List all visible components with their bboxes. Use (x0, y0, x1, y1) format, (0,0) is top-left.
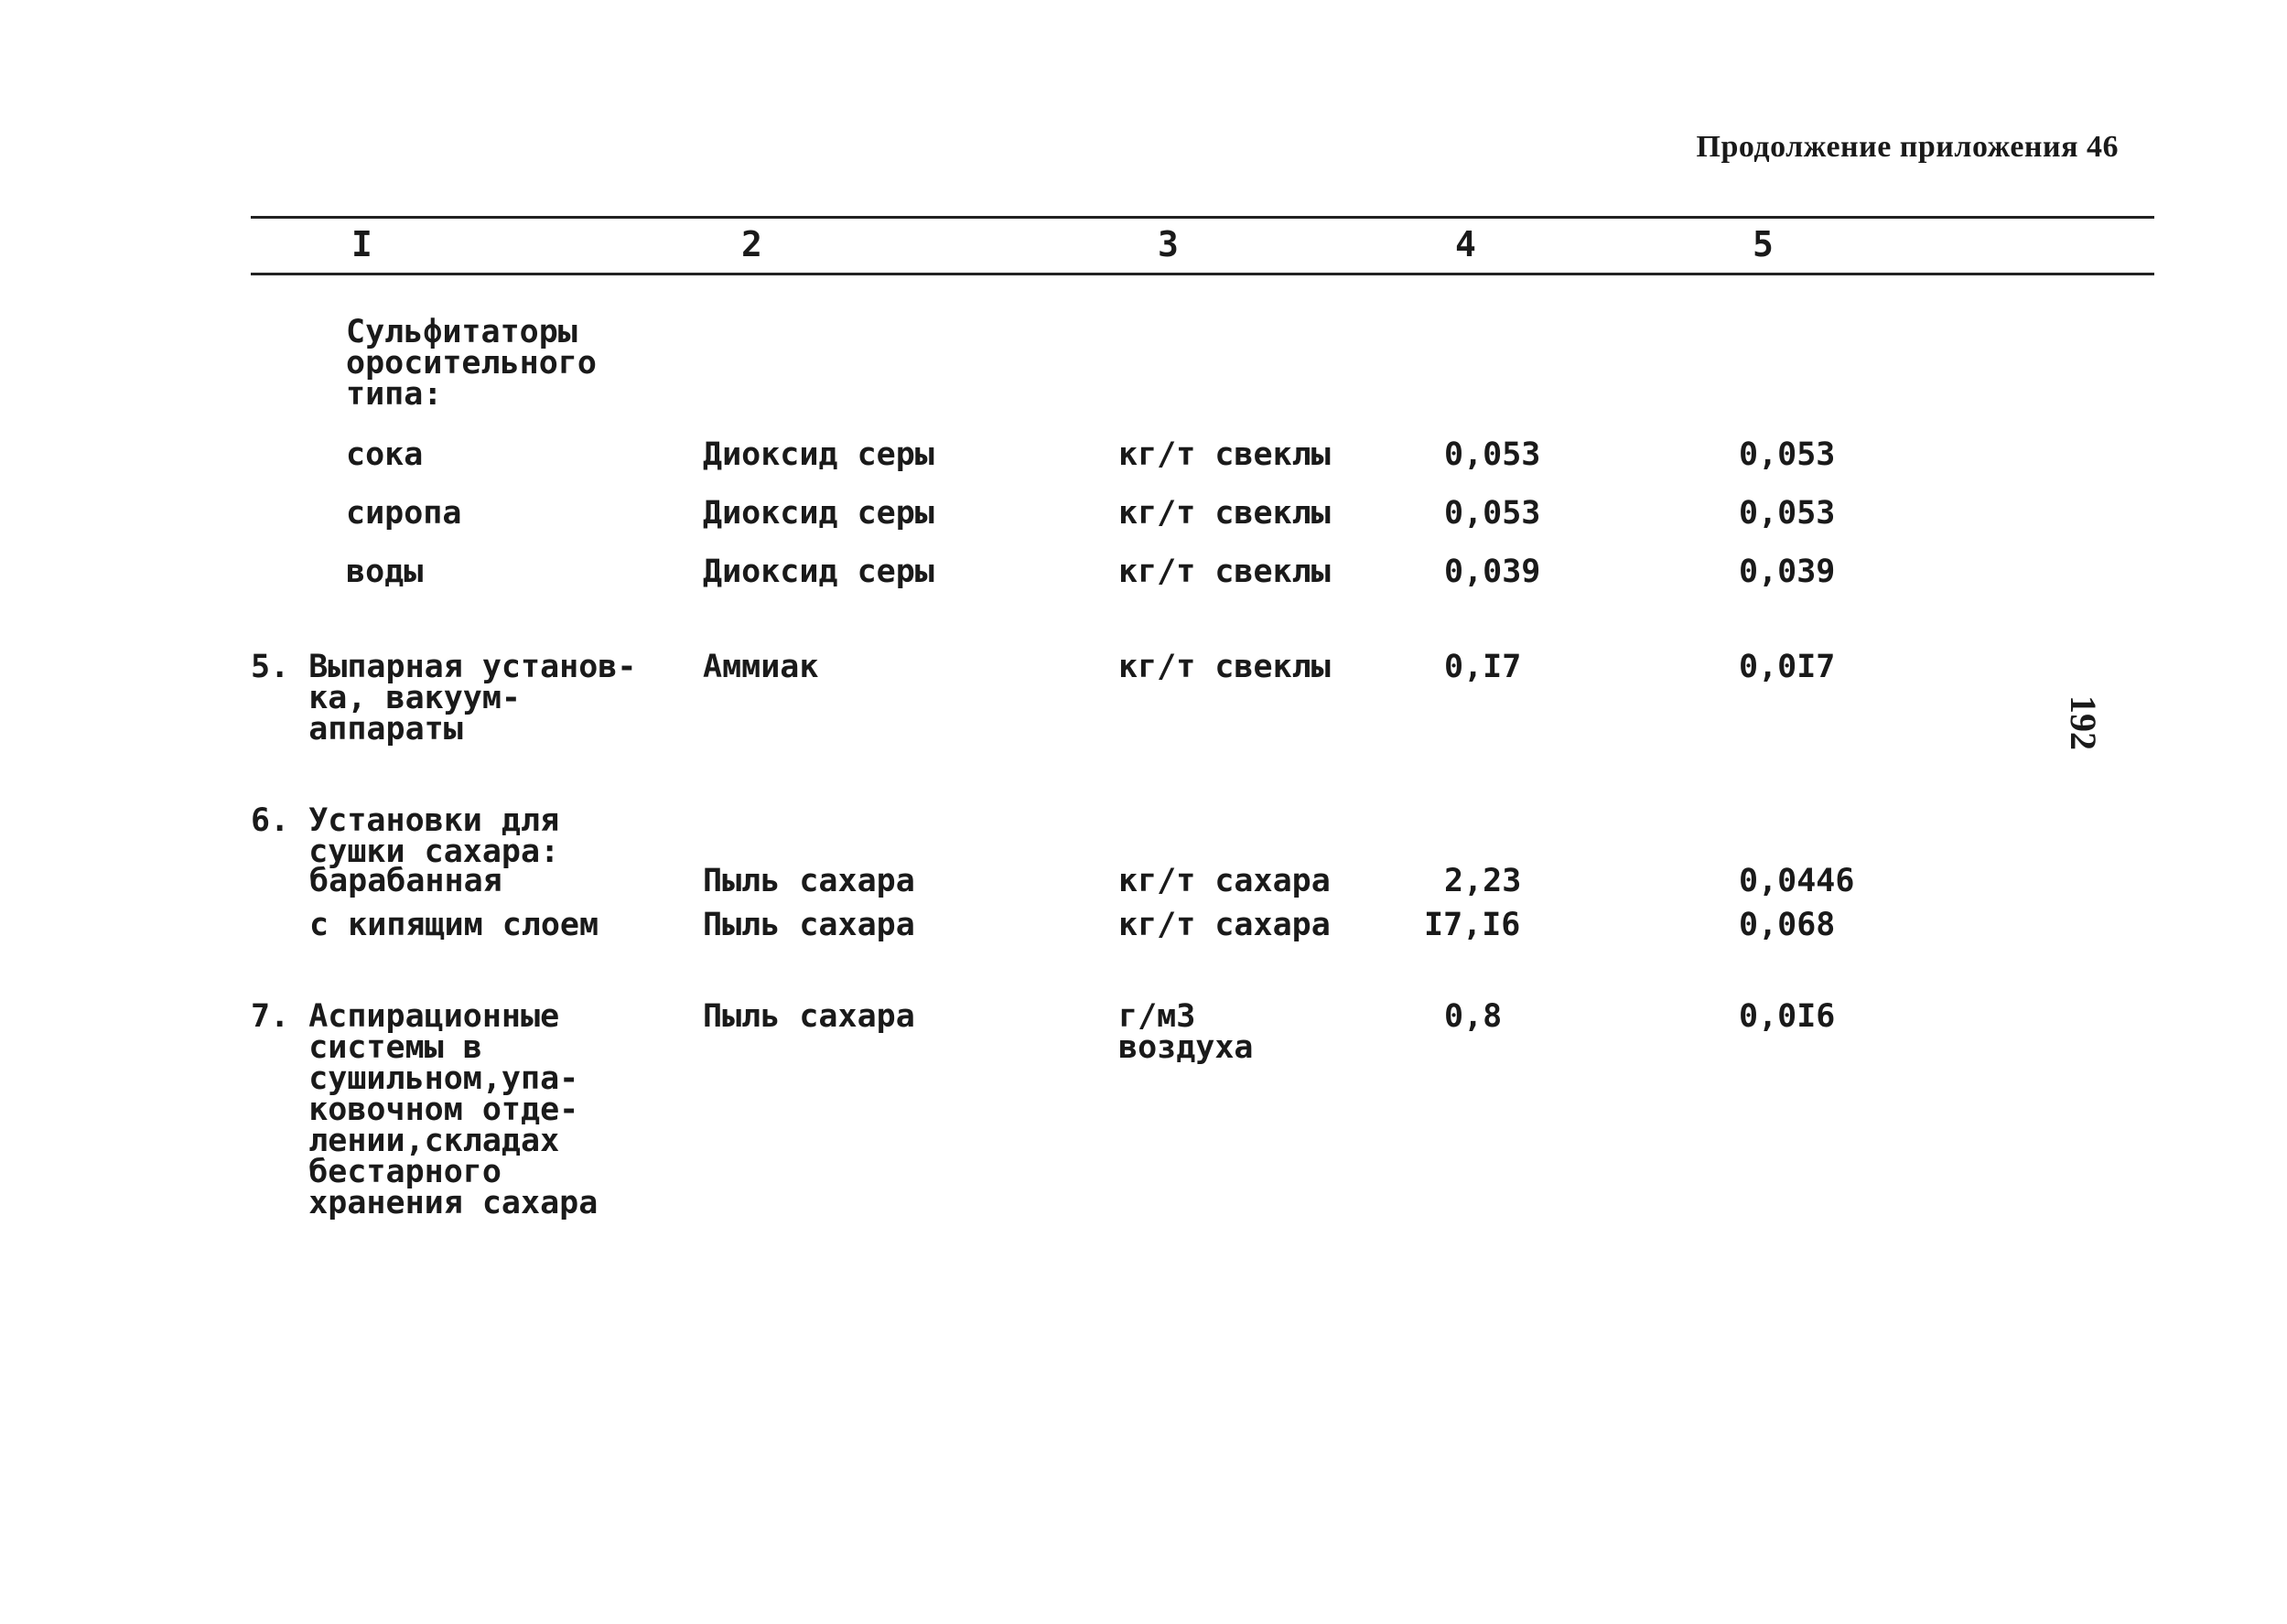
table-cell-unit: кг/т свеклы (1118, 554, 1331, 590)
table-cell-unit: кг/т свеклы (1118, 436, 1331, 473)
table-cell-value-5: 0,0I7 (1739, 649, 1836, 685)
table-cell-substance: Пыль сахара (703, 863, 915, 899)
column-header-3: 3 (1158, 224, 1179, 264)
table-cell-value-4: 0,053 (1444, 495, 1541, 532)
table-cell-value-5: 0,053 (1739, 495, 1836, 532)
table-row-label: 6. Установки для сушки сахара: (251, 802, 560, 870)
table-header-rule (251, 273, 2154, 275)
table-cell-value-5: 0,068 (1739, 907, 1836, 943)
table-cell-value-4: 0,I7 (1444, 649, 1522, 685)
table-cell-value-4: 2,23 (1444, 863, 1522, 899)
column-header-4: 4 (1455, 224, 1476, 264)
page-number: 192 (2063, 695, 2104, 750)
table-cell-value-5: 0,053 (1739, 436, 1836, 473)
table-cell-unit: кг/т сахара (1118, 863, 1331, 899)
table-cell-unit: кг/т свеклы (1118, 495, 1331, 532)
table-cell-unit: г/м3 воздуха (1118, 998, 1254, 1066)
table-cell-value-4: 0,8 (1444, 998, 1503, 1035)
table-row-label: барабанная (309, 863, 502, 899)
table-row-label: с кипящим слоем (309, 907, 599, 943)
table-cell-value-4: 0,053 (1444, 436, 1541, 473)
table-cell-value-5: 0,0I6 (1739, 998, 1836, 1035)
column-header-1: I (351, 224, 372, 264)
table-row-label: 7. Аспирационные системы в сушильном,упа- ковочном отде- лении,складах бестарного хранения сахара (251, 998, 599, 1221)
page-header: Продолжение приложения 46 (1696, 130, 2119, 164)
table-cell-unit: кг/т сахара (1118, 907, 1331, 943)
column-header-2: 2 (741, 224, 762, 264)
table-cell-substance: Диоксид серы (703, 495, 934, 532)
table-top-rule (251, 216, 2154, 219)
table-row-label: сиропа (346, 495, 462, 532)
table-cell-value-5: 0,0446 (1739, 863, 1855, 899)
table-cell-substance: Диоксид серы (703, 436, 934, 473)
table-row-label: воды (346, 554, 424, 590)
table-cell-value-5: 0,039 (1739, 554, 1836, 590)
table-cell-value-4: 0,039 (1444, 554, 1541, 590)
table-row-label: сока (346, 436, 424, 473)
column-header-5: 5 (1753, 224, 1774, 264)
table-cell-substance: Аммиак (703, 649, 819, 685)
table-cell-substance: Пыль сахара (703, 998, 915, 1035)
table-cell-substance: Диоксид серы (703, 554, 934, 590)
table-cell-unit: кг/т свеклы (1118, 649, 1331, 685)
table-cell-value-4: I7,I6 (1424, 907, 1521, 943)
table-row-label: Сульфитаторы оросительного типа: (346, 314, 597, 413)
table-cell-substance: Пыль сахара (703, 907, 915, 943)
table-row-label: 5. Выпарная установ- ка, вакуум- аппараты (251, 649, 637, 747)
